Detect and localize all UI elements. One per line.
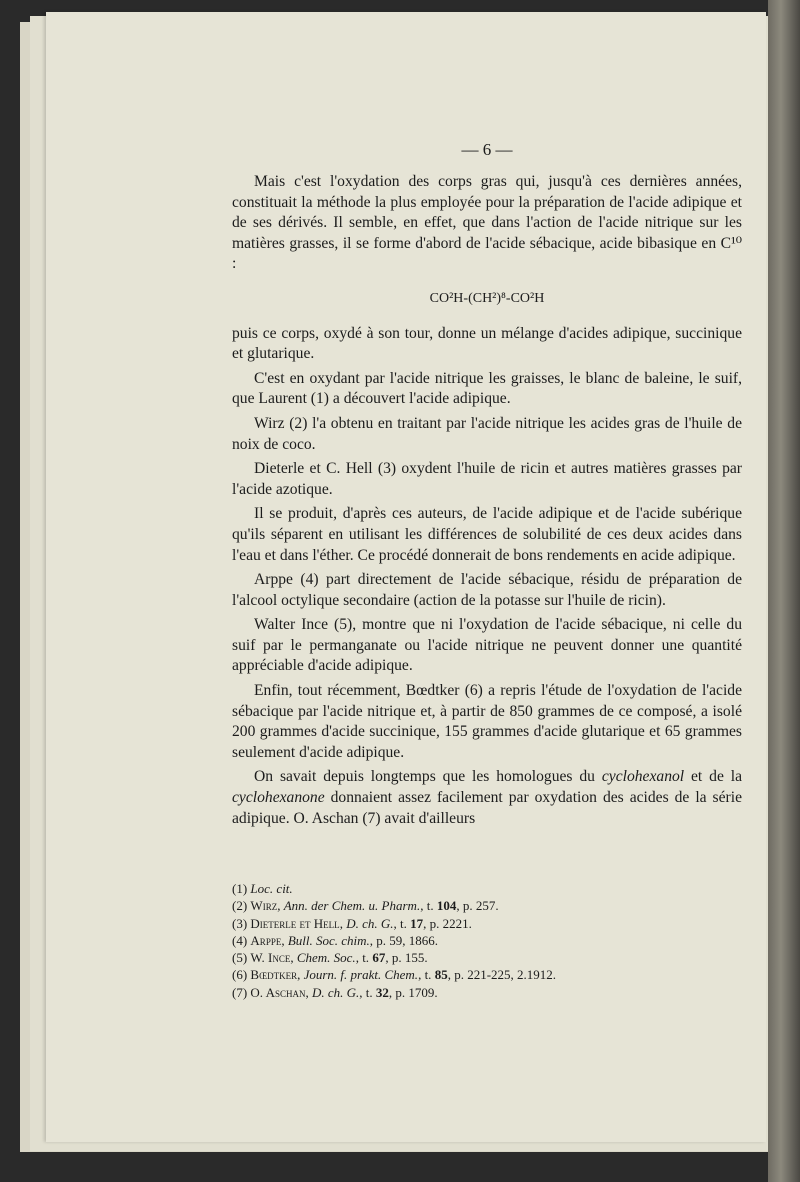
footnote-author: Arppe [250,932,282,948]
footnote-ref: Loc. cit. [250,881,293,896]
page-number: — 6 — [461,140,513,159]
footnote-volume: 17 [410,915,424,931]
footnote-ref: D. ch. G. [346,915,394,931]
paragraph-7: Arppe (4) part directement de l'acide sébacique, résidu de préparation de l'alcool octylique secondaire (action de la potasse sur l'huile de ricin). [232,571,742,609]
footnote-number: (6) [232,967,248,983]
paragraph-1: Mais c'est l'oxydation des corps gras qui, jusqu'à ces dernières années, constituait la méthode la plus employée pour la préparation de l'acide adipique et de ses dérivés. Il semble, en effet, que dans l'action de l'acide nitrique sur les matières grasses, il se forme d'abord de l'acide sébacique, acide bibasique en C¹⁰ : [232,173,742,273]
footnote-4: (4) Arppe, Bull. Soc. chim., p. 59, 1866. [232,932,439,948]
paragraph-9: Enfin, tout récemment, Bœdtker (6) a repris l'étude de l'oxydation de l'acide sébacique par l'acide nitrique et, à partir de 850 grammes de ce composé, a isolé 200 grammes d'acide succinique, 155 grammes d'acide glutarique et 65 grammes seulement d'acide adipique. [232,682,742,761]
footnote-rest: , p. 257. [456,898,499,914]
paragraph-4: Wirz (2) l'a obtenu en traitant par l'acide nitrique les acides gras de l'huile de noix de coco. [232,414,742,453]
footnote-rest: , p. 1709. [388,984,438,1000]
footnote-5: (5) W. Ince, Chem. Soc., t. 67, p. 155. [232,950,428,966]
footnote-rest: , p. 221-225, 2.1912. [447,967,557,983]
paragraph-10 [232,767,742,829]
footnote-7: (7) O. Aschan, D. ch. G., t. 32, p. 1709. [232,984,438,1000]
italic-term: cyclohexanone [232,789,325,807]
footnote-rest: , p. 59, 1866. [369,932,439,948]
paragraph-3: C'est en oxydant par l'acide nitrique les graisses, le blanc de baleine, le suif, que Laurent (1) a découvert l'acide adipique. [232,369,742,408]
footnote-volume: 85 [434,967,448,983]
footnote-number: (2) [232,898,248,914]
footnote-number: (1) [232,881,248,896]
footnote-ref: Ann. der Chem. u. Pharm. [283,898,421,914]
footnote-ref: D. ch. G. [312,984,360,1000]
text-run: donnaient assez facilement par oxydation des acides de la série adipique. O. Aschan (7) avait d'ailleurs [232,789,742,827]
footnote-6: (6) Bœdtker, Journ. f. prakt. Chem., t. 85, p. 221-225, 2.1912. [232,967,557,983]
paragraph-6: Il se produit, d'après ces auteurs, de l'acide adipique et de l'acide subérique qu'ils séparent en utilisant les différences de solubilité de ces deux acides dans l'eau et dans l'éther. Ce procédé donnerait de bons rendements en acide adipique. [232,505,742,564]
paragraph-8: Walter Ince (5), montre que ni l'oxydation de l'acide sébacique, ni celle du suif par le permanganate ou l'acide nitrique ne peuvent donner une quantité appréciable d'acide adipique. [232,616,742,675]
text-run: On savait depuis longtemps que les homologues du [254,768,602,786]
footnote-rest: , p. 2221. [423,915,472,931]
footnote-volume: 32 [375,984,389,1000]
footnote-volume: 104 [436,898,457,914]
footnote-number: (3) [232,915,248,931]
footnote-2: (2) Wirz, Ann. der Chem. u. Pharm., t. 104, p. 257. [232,898,499,914]
footnote-author: O. Aschan [250,984,306,1000]
paragraph-2: puis ce corps, oxydé à son tour, donne un mélange d'acides adipique, succinique et glutarique. [232,324,742,363]
footnote-ref: Bull. Soc. chim. [287,932,370,948]
italic-term: cyclohexanol [601,768,685,786]
footnote-volume: 67 [372,950,386,966]
book-page [46,12,766,1142]
footnote-ref: Journ. f. prakt. Chem. [303,967,419,983]
footnote-ref: Chem. Soc. [296,950,356,966]
chemical-formula: CO²H-(CH²)⁸-CO²H [429,290,545,306]
footnote-number: (5) [232,950,248,966]
body-text [232,172,742,833]
footnote-author: Dieterle et Hell [250,915,340,931]
footnote-number: (4) [232,932,248,948]
footnote-author: W. Ince [250,950,291,966]
footnote-3: (3) Dieterle et Hell, D. ch. G., t. 17, p. 2221. [232,915,472,931]
paragraph-5: Dieterle et C. Hell (3) oxydent l'huile de ricin et autres matières grasses par l'acide azotique. [232,460,742,498]
text-run: et de la [684,768,743,786]
book-spine [768,0,800,1182]
footnote-number: (7) [232,984,248,1000]
footnote-author: Wirz [250,898,278,914]
footnotes [232,880,742,1001]
footnote-author: Bœdtker [250,967,298,983]
footnote-1 [232,880,742,897]
footnote-rest: , p. 155. [385,950,428,966]
